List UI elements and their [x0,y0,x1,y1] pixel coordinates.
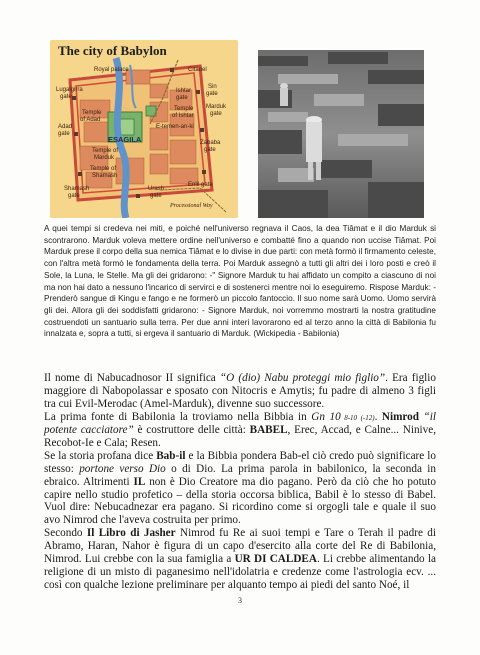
p2-epithet: “il potente cacciatore” [44,410,436,437]
map-label-shamash: Shamash [64,186,90,192]
p4-text-c: Nimrod fu Re ai suoi tempi e Tare o Terah il padre di Abramo, Haran, Nahor è figura di un capo d'esercito alla corte del Re di Babilonia, Nimrod. Lui crebbe con la sua famiglia a [44,527,436,565]
map-label-temple-adad-2: of Adad [80,117,101,123]
p4-ur: UR DI CALDEA [234,552,317,565]
p2-text-j: , Erec, Accad, e Calne... Ninive, Recobot-Ie e Cala; Resen. [44,424,437,450]
map-label-esagila: ESAGILA [108,135,142,144]
p3-text-a: Se la storia profana dice [44,450,157,463]
myth-caption: A quei tempi si credeva nei miti, e poiché nell'universo regnava il Caos, la dea Tiâmat e il dio Marduk si scontrarono. Marduk voleva mettere ordine nell'universo e combatté fino a quando non uccise Tiâmat. Poi Marduk prese il corpo della sua nemica Tiâmat e lo divise in due parti: con metà formò il firmamento celeste, con l'altra metà formò le fondamenta della terra. Poi Marduk assegnò a tutti gli altri dei i loro posti e creò il Sole, la Luna, le Stelle. Ma gli dei gridarono: -" Signore Marduk tu hai affidato un compito a ciascuno di noi ma non hai dato a nessuno l'incarico di servirci e di sostenerci mentre noi lo eseguiremo. Rispose Marduk: - Prenderò sangue di Kingu e fango e ne formerò un piccolo fantoccio. Il suo nome sarà Uomo. Uomo servirà gli dei. Allora gli dei soddisfatti gridarono: - Signore Marduk, noi vorremmo mostrarti la nostra gratitudine costruendoti un santuario sulla terra. Per due anni interi lavorarono ed al terzo anno la città di Babilonia fu innalzata e, sopra a tutti, si ergeva il santuario di Marduk. (Wickipedia - Babilonia) [44,224,436,339]
p1-text-a: Il nome di Nabucadnosor II significa [44,372,220,384]
p3-text-e: o di Dio. La prima parola in babilonico, la seconda in ebraico. Altrimenti [44,462,436,488]
map-label-urash: Urash [148,186,165,192]
p3-text-c: e la Bibbia pondera Bab-el ciò credo può significare lo stesso: [44,450,436,475]
p3-portone: portone verso Dio [79,462,166,475]
p2-nimrod: Nimrod [381,410,419,423]
p1-quote: “O (dio) Nabu proteggi mio figlio” [219,372,386,384]
paragraph-nabucadnosor [44,372,436,411]
map-label-lugalgirra: Lugalgirra [56,87,83,93]
map-label-temple-shamash: Temple of [90,166,117,172]
page-number: 3 [238,596,242,605]
map-label-ishtar-gate: gate [176,95,188,101]
p2-ref: Gn 10 [311,410,341,423]
map-label-temple-shamash-2: Shamash [92,173,118,179]
map-label-sin: Sin [208,84,217,90]
map-label-temple-ishtar-2: of Ishtar [172,113,194,119]
p2-verses: 8-10 [340,413,358,422]
p3-babil: Bab-il [156,450,186,463]
body-text [44,372,436,591]
map-label-zababa-gate: gate [204,147,216,153]
map-label-marduk: Marduk [206,104,227,110]
map-label-lugalgirra-gate: gate [60,94,72,100]
p4-text-a: Secondo [44,527,87,540]
p2-verses-extra: (-12) [357,413,375,422]
map-title: The city of Babylon [58,43,167,58]
map-label-urash-gate: gate [150,193,162,199]
paragraph-bible-source [44,411,436,451]
babylon-map [50,40,238,218]
map-label-enlil-gate: Enlil gate [188,182,213,188]
p4-text-e: . Li crebbe alimentando la religione di un misto di paganesimo nell'idolatria e credenze come l'astrologia ecv. ... così con qualche lezione preliminare per alquanto tempo ai piedi del santo Noé, il [44,552,436,591]
map-label-temple-ishtar: Temple [174,106,194,112]
p2-babel: BABEL [249,424,288,437]
map-label-temple-adad: Temple [82,110,102,116]
p3-text-g: non è Dio Creatore ma dio pagano. Però da ciò che ho potuto capire nello studio profetico – della storia occorsa biblica, Babil è lo stesso di Babel. Vuol dire: Nebucadnezar era pagano. Si ricordino come si orgogli tale e quale il suo avo Nimrod che l'aveva costruita per primo. [44,475,436,527]
map-label-adad-gate: gate [58,131,70,137]
ruins-photo-drawing [258,50,424,218]
p4-jasher: Il Libro di Jasher [86,527,176,540]
p3-il: IL [133,475,146,488]
map-label-ishtar: Ishtar [176,88,192,94]
map-label-shamash-gate: gate [68,193,80,199]
map-label-zababa: Zababa [200,140,221,146]
map-label-royal-palace: Royal palace [94,67,129,73]
map-label-citadel: Citadel [188,67,207,73]
map-label-sin-gate: gate [206,91,218,97]
paragraph-jasher [44,527,436,591]
ruins-photo [258,50,424,218]
map-label-etemenanki: E-temen-an-ki [156,124,194,130]
map-label-marduk-gate: gate [210,111,222,117]
p2-text-e: . [374,410,382,423]
p2-text-a: La prima fonte di Babilonia la troviamo nella Bibbia in [44,410,312,423]
map-label-temple-marduk-2: Marduk [94,155,115,161]
map-label-adad: Adad [58,124,73,130]
map-label-processional-way: Processional Way [170,203,213,209]
p2-text-h: è costruttore delle città: [133,424,250,437]
p1-text-c: . Era figlio maggiore di Nabopolassar e sposato con Nitocris e Amytis; fu padre di almeno 3 figli tra cui Evil-Merodac (Amel-Marduk), divenne suo successore. [44,372,436,410]
paragraph-babil-babel [44,450,436,527]
map-label-temple-marduk: Temple of [92,148,119,154]
